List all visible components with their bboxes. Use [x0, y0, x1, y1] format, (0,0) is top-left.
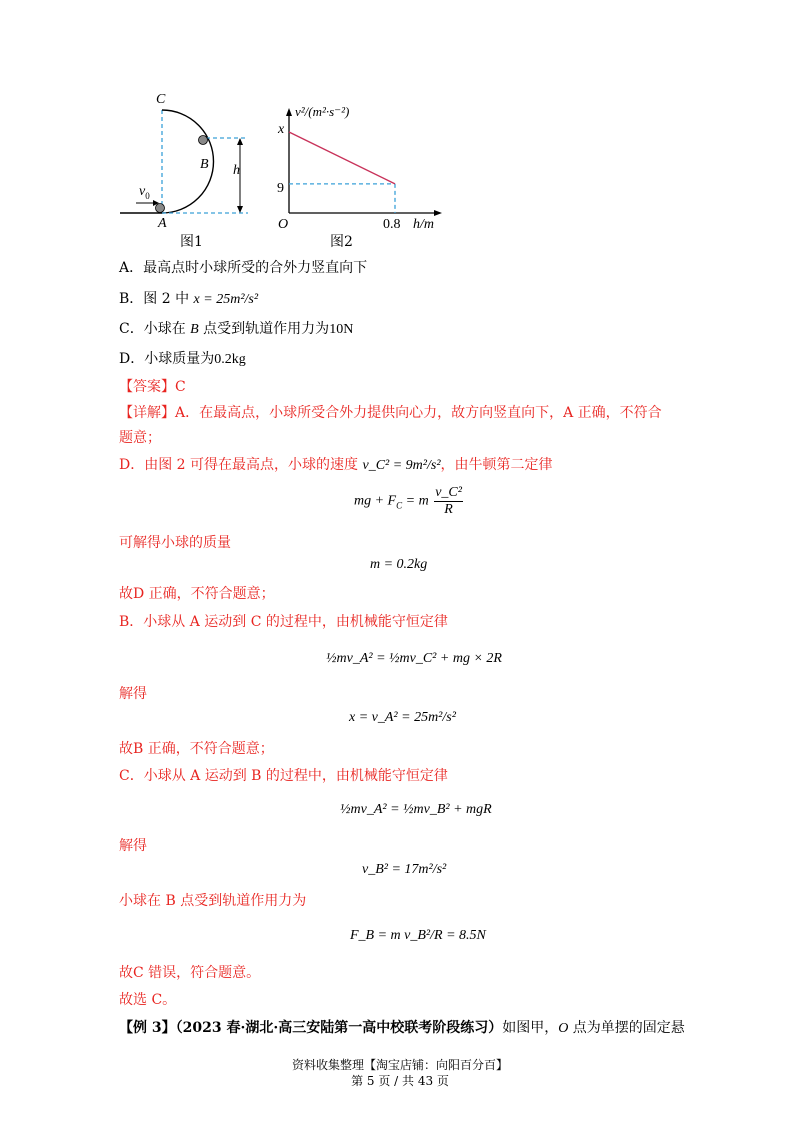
- label-h: h: [233, 163, 240, 178]
- footer-source: 资料收集整理【淘宝店铺：向阳百分百】: [291, 1058, 508, 1072]
- chart-y-tick-x: x: [278, 122, 285, 137]
- final-answer: 故选 C。: [119, 992, 177, 1008]
- figure-1-caption: 图1: [180, 234, 203, 250]
- equation-1: mg + $F_C = m$ $\frac{\text{v\_C²}}{R}$: [354, 485, 462, 517]
- chart-origin: O: [278, 217, 289, 232]
- equation-2: m = 0.2kg: [370, 557, 428, 572]
- detail-intro-2: 题意；: [119, 430, 161, 446]
- answer: 【答案】C: [119, 379, 186, 395]
- label-v0: $v_0$: [139, 184, 150, 201]
- y-axis-arrow: [286, 108, 292, 116]
- b-line: B．小球从 A 运动到 C 的过程中，由机械能守恒定律: [119, 614, 448, 630]
- option-B: B．图 2 中 x = 25m²/s²: [119, 291, 259, 307]
- solve-1: 解得: [119, 686, 147, 702]
- equation-6: v_B² = 17m²/s²: [362, 862, 447, 877]
- figure-2: [275, 100, 450, 250]
- example-3-source: （2023 春·湖北·高三安陆第一高中校联考阶段练习）: [175, 1020, 503, 1036]
- x-axis-arrow: [434, 210, 442, 216]
- footer-page-number: 第 5 页 / 共 43 页: [351, 1074, 449, 1088]
- solve-2: 解得: [119, 838, 147, 854]
- equation-3: ½mv_A² = ½mv_C² + mg × 2R: [326, 651, 502, 666]
- figure-1: [110, 90, 280, 250]
- d-conclude: 故D 正确，不符合题意；: [119, 586, 275, 602]
- force-text: 小球在 B 点受到轨道作用力为: [119, 893, 307, 909]
- example-3-tag: 【例 3】: [119, 1020, 176, 1036]
- option-A: A．最高点时小球所受的合外力竖直向下: [119, 260, 368, 276]
- figure-1-diagram: [110, 90, 280, 250]
- chart-xlabel: h/m: [413, 217, 434, 232]
- c-line: C．小球从 A 运动到 B 的过程中，由机械能守恒定律: [119, 768, 448, 784]
- chart-y-tick-9: 9: [277, 181, 284, 196]
- label-B: B: [200, 157, 209, 172]
- label-A: A: [158, 216, 167, 231]
- chart-ylabel: v²/(m²·s⁻²): [295, 104, 350, 119]
- example-3: 【例 3】（2023 春·湖北·高三安陆第一高中校联考阶段练习）如图甲，O 点为单摆的固定悬: [119, 1020, 685, 1036]
- c-conclude: 故C 错误，符合题意。: [119, 965, 261, 981]
- detail-intro: 【详解】A．在最高点，小球所受合外力提供向心力，故方向竖直向下，A 正确，不符合: [119, 405, 662, 421]
- series-line: [289, 132, 395, 184]
- equation-4: x = v_A² = 25m²/s²: [349, 710, 456, 725]
- b-conclude: 故B 正确，不符合题意；: [119, 741, 274, 757]
- equation-5: ½mv_A² = ½mv_B² + mgR: [340, 802, 492, 817]
- option-D: D．小球质量为0.2kg: [119, 351, 246, 367]
- detail-d-line: D．由图 2 可得在最高点，小球的速度 v_C² = 9m²/s²，由牛顿第二定律: [119, 457, 553, 473]
- label-C: C: [156, 92, 166, 107]
- chart-x-tick: 0.8: [383, 217, 401, 232]
- figure-2-caption: 图2: [330, 234, 353, 250]
- mass-text: 可解得小球的质量: [119, 535, 231, 551]
- option-C: C．小球在 B 点受到轨道作用力为10N: [119, 321, 354, 337]
- equation-7: F_B = m v_B²/R = 8.5N: [350, 928, 486, 943]
